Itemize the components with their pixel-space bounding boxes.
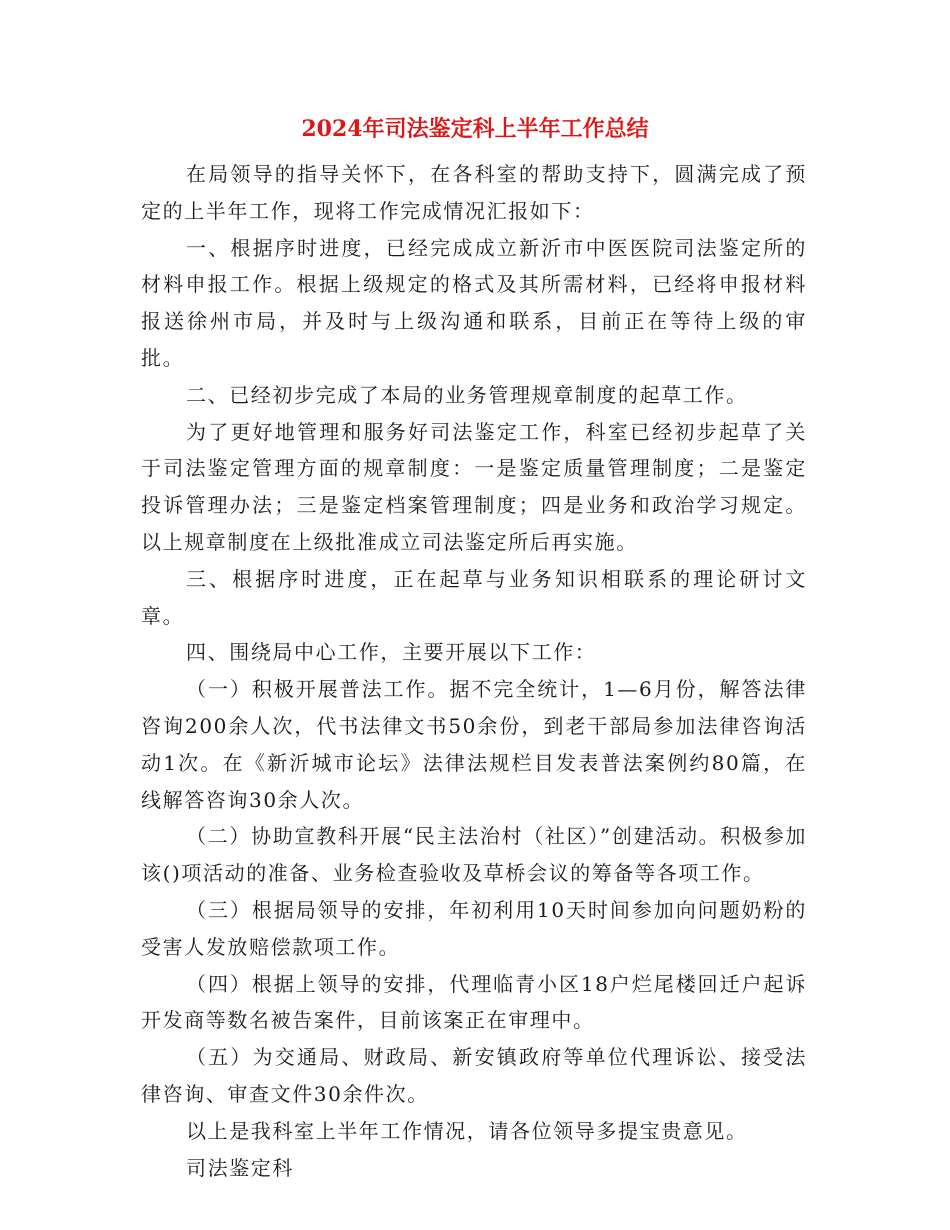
paragraph-item-3: 三、根据序时进度，正在起草与业务知识相联系的理论研讨文章。: [141, 566, 807, 628]
document-body: [141, 156, 807, 1186]
paragraph-subitem-4: （四）根据上领导的安排，代理临青小区18户烂尾楼回迁户起诉开发商等数名被告案件，目前该案正在审理中。: [141, 971, 807, 1033]
paragraph-subitem-1: （一）积极开展普法工作。据不完全统计，1—6月份，解答法律咨询200余人次，代书法律文书50余份，到老干部局参加法律咨询活动1次。在《新沂城市论坛》法律法规栏目发表普法案例约80篇，在线解答咨询30余人次。: [141, 677, 807, 812]
paragraph-subitem-2: （二）协助宣教科开展“民主法治村（社区）”创建活动。积极参加该()项活动的准备、业务检查验收及草桥会议的筹备等各项工作。: [141, 824, 807, 886]
paragraph-subitem-3: （三）根据局领导的安排，年初利用10天时间参加向问题奶粉的受害人发放赔偿款项工作。: [141, 897, 807, 959]
paragraph-intro: 在局领导的指导关怀下，在各科室的帮助支持下，圆满完成了预定的上半年工作，现将工作完成情况汇报如下：: [141, 162, 807, 223]
paragraph-item-2: 二、已经初步完成了本局的业务管理规章制度的起草工作。: [186, 382, 748, 407]
signature-department: 司法鉴定科: [186, 1155, 294, 1180]
paragraph-closing: 以上是我科室上半年工作情况，请各位领导多提宝贵意见。: [186, 1118, 748, 1143]
document-title: 2024年司法鉴定科上半年工作总结: [301, 116, 649, 142]
paragraph-item-2-detail: 为了更好地管理和服务好司法鉴定工作，科室已经初步起草了关于司法鉴定管理方面的规章制度：一是鉴定质量管理制度；二是鉴定投诉管理办法；三是鉴定档案管理制度；四是业务和政治学习规定。以上规章制度在上级批准成立司法鉴定所后再实施。: [141, 419, 807, 554]
paragraph-subitem-5: （五）为交通局、财政局、新安镇政府等单位代理诉讼、接受法律咨询、审查文件30余件次。: [141, 1045, 807, 1106]
paragraph-item-1: 一、根据序时进度，已经完成成立新沂市中医医院司法鉴定所的材料申报工作。根据上级规定的格式及其所需材料，已经将申报材料报送徐州市局，并及时与上级沟通和联系，目前正在等待上级的审批。: [141, 235, 807, 370]
paragraph-item-4: 四、围绕局中心工作，主要开展以下工作：: [186, 640, 597, 665]
